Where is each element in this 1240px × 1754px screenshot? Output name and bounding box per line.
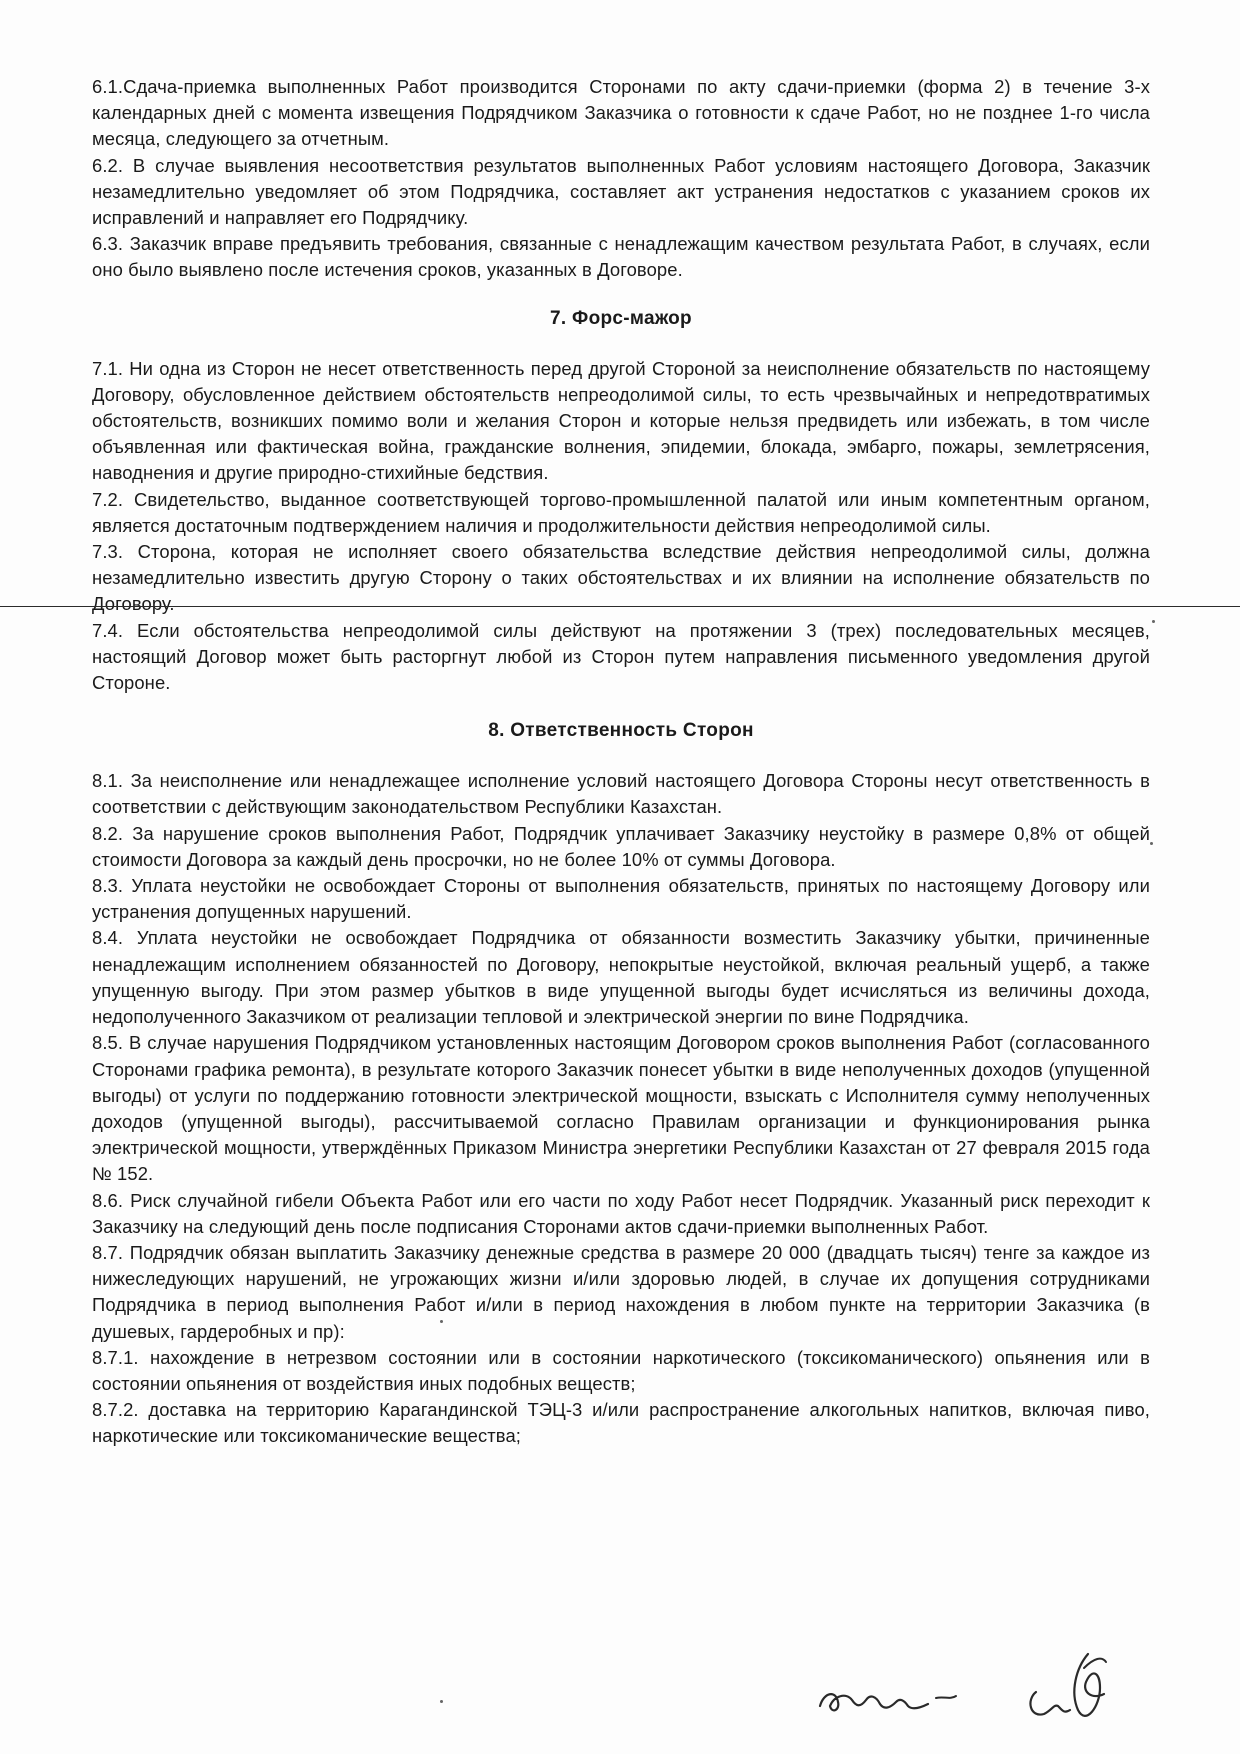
clause-6-2: 6.2. В случае выявления несоответствия результатов выполненных Работ условиям настоящего Договора, Заказчик незамедлительно уведомляет об этом Подрядчика, составляет акт устранения недостатков с указанием сроков их исправлений и направляет его Подрядчику. xyxy=(92,154,1150,229)
clause-8-7-1: 8.7.1. нахождение в нетрезвом состоянии или в состоянии наркотического (токсикоманического) опьянения или в состоянии опьянения от воздействия иных подобных веществ; xyxy=(92,1346,1150,1394)
section-7-heading: 7. Форс-мажор xyxy=(550,307,692,329)
clause-7-3: 7.3. Сторона, которая не исполняет своего обязательства вследствие действия непреодолимой силы, должна незамедлительно известить другую Сторону о таких обстоятельствах и их влиянии на исполнение обязательств по Договору. xyxy=(92,541,1150,615)
clause-8-6: 8.6. Риск случайной гибели Объекта Работ или его части по ходу Работ несет Подрядчик. Указанный риск переходит к Заказчику на следующий день после подписания Сторонами актов сдачи-приемки выполненных Работ. xyxy=(92,1189,1150,1237)
document-body xyxy=(92,74,1150,1450)
scan-dot xyxy=(1150,842,1153,845)
clause-8-2: 8.2. За нарушение сроков выполнения Работ, Подрядчик уплачивает Заказчику неустойку в размере 0,8% от общей стоимости Договора за каждый день просрочки, но не более 10% от суммы Договора. xyxy=(92,822,1150,870)
clause-6-1: 6.1.Сдача-приемка выполненных Работ производится Сторонами по акту сдачи-приемки (форма 2) в течение 3-х календарных дней с момента извещения Подрядчиком Заказчика о готовности к сдаче Работ, но не позднее 1-го числа месяца, следующего за отчетным. xyxy=(92,76,1150,150)
clause-7-2: 7.2. Свидетельство, выданное соответствующей торгово-промышленной палатой или иным компетентным органом, является достаточным подтверждением наличия и продолжительности действия непреодолимой силы. xyxy=(92,488,1150,536)
clause-8-7: 8.7. Подрядчик обязан выплатить Заказчику денежные средства в размере 20 000 (двадцать тысяч) тенге за каждое из нижеследующих нарушений, не угрожающих жизни и/или здоровью людей, в случае их допущения сотрудниками Подрядчика в период выполнения Работ и/или в период нахождения в любом пункте на территории Заказчика (в душевых, гардеробных и пр): xyxy=(92,1241,1150,1342)
section-8-heading: 8. Ответственность Сторон xyxy=(488,720,754,742)
signatures-area xyxy=(800,1648,1180,1738)
clause-8-3: 8.3. Уплата неустойки не освобождает Стороны от выполнения обязательств, принятых по настоящему Договору или устранения допущенных нарушений. xyxy=(92,875,1150,923)
clause-8-7-2: 8.7.2. доставка на территорию Карагандинской ТЭЦ-3 и/или распространение алкогольных напитков, включая пиво, наркотические или токсикоманические вещества; xyxy=(92,1399,1150,1447)
clause-7-4: 7.4. Если обстоятельства непреодолимой силы действуют на протяжении 3 (трех) последовательных месяцев, настоящий Договор может быть расторгнут любой из Сторон путем направления письменного уведомления другой Стороне. xyxy=(92,619,1150,694)
scan-dot xyxy=(440,1700,443,1703)
clause-7-1: 7.1. Ни одна из Сторон не несет ответственность перед другой Стороной за неисполнение обязательств по настоящему Договору, обусловленное действием обстоятельств непреодолимой силы, то есть чрезвычайных и непредотвратимых обстоятельств, возникших помимо воли и желания Сторон и которые нельзя предвидеть или избежать, в том числе объявленная или фактическая война, гражданские волнения, эпидемии, блокада, эмбарго, пожары, землетрясения, наводнения и другие природно-стихийные бедствия. xyxy=(92,357,1150,484)
clause-6-3: 6.3. Заказчик вправе предъявить требования, связанные с ненадлежащим качеством результата Работ, в случаях, если оно было выявлено после истечения сроков, указанных в Договоре. xyxy=(92,233,1150,281)
scan-dot xyxy=(1152,620,1155,623)
handwritten-signature-icon xyxy=(800,1648,1180,1738)
scan-artifact-line xyxy=(0,606,1240,607)
clause-8-1: 8.1. За неисполнение или ненадлежащее исполнение условий настоящего Договора Стороны несут ответственность в соответствии с действующим законодательством Республики Казахстан. xyxy=(92,770,1150,818)
clause-8-5: 8.5. В случае нарушения Подрядчиком установленных настоящим Договором сроков выполнения Работ (согласованного Сторонами графика ремонта), в результате которого Заказчик понесет убытки в виде неполученных доходов (упущенной выгоды) от услуги по поддержанию готовности электрической мощности, взыскать с Исполнителя сумму неполученных доходов (упущенной выгоды), рассчитываемой согласно Правилам организации и функционирования рынка электрической мощности, утверждённых Приказом Министра энергетики Республики Казахстан от 27 февраля 2015 года № 152. xyxy=(92,1032,1150,1185)
scan-dot xyxy=(440,1320,443,1323)
clause-8-4: 8.4. Уплата неустойки не освобождает Подрядчика от обязанности возместить Заказчику убытки, причиненные ненадлежащим исполнением обязанностей по Договору, непокрытые неустойкой, включая реальный ущерб, а также упущенную выгоду. При этом размер убытков в виде упущенной выгоды будет исчисляться из величины дохода, недополученного Заказчиком от реализации тепловой и электрической энергии по вине Подрядчика. xyxy=(92,927,1150,1028)
